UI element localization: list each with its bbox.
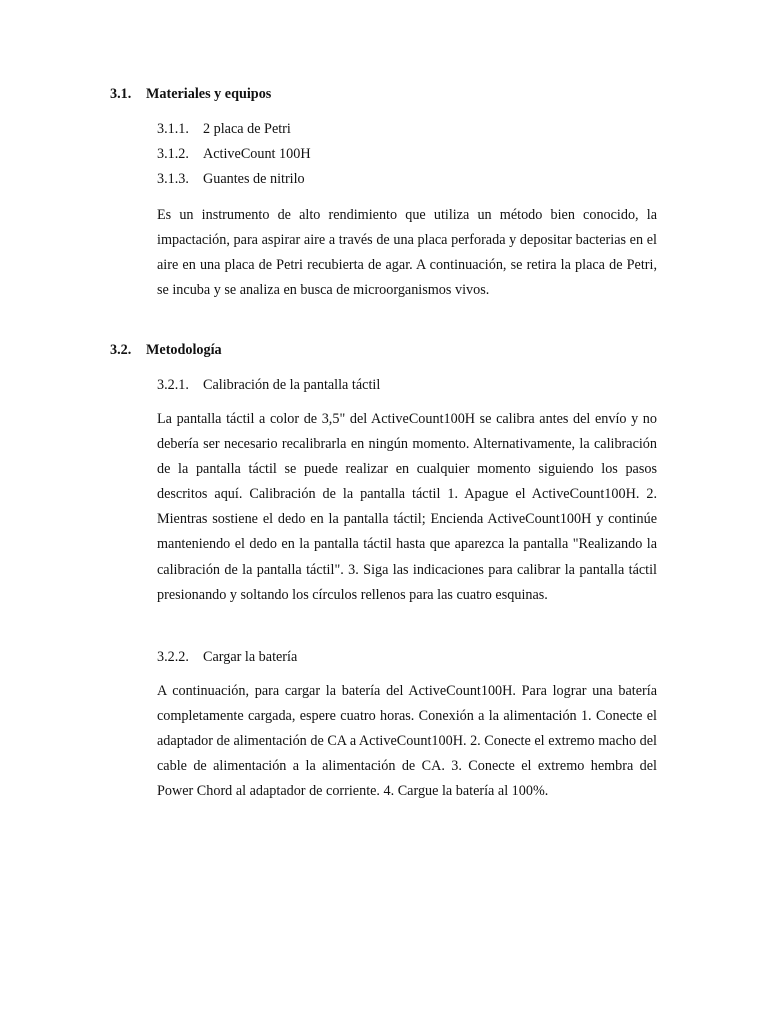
- section-heading-3-2: [110, 342, 222, 359]
- paragraph-calibration: La pantalla táctil a color de 3,5" del ActiveCount100H se calibra antes del envío y no debería ser necesario recalibrarla en ningún momento. Alternativamente, la calibración de la pantalla táctil se puede realizar en cualquier momento siguiendo los pasos descritos aquí. Calibración de la pantalla táctil 1. Apague el ActiveCount100H. 2. Mientras sostiene el dedo en la pantalla táctil; Encienda ActiveCount100H y continúe manteniendo el dedo en la pantalla táctil hasta que aparezca la pantalla "Realizando la calibración de la pantalla táctil". 3. Siga las indicaciones para calibrar la pantalla táctil presionando y soltando los círculos rellenos para las cuatro esquinas.: [157, 411, 657, 603]
- section-heading-3-1: [110, 86, 271, 103]
- section-number: 3.2.: [110, 342, 132, 358]
- item-number: 3.2.2.: [157, 649, 189, 665]
- list-item: [157, 121, 291, 138]
- section-title: Metodología: [146, 342, 222, 358]
- item-number: 3.1.3.: [157, 171, 189, 187]
- item-label: Calibración de la pantalla táctil: [203, 377, 381, 393]
- item-label: Cargar la batería: [203, 649, 298, 665]
- list-item: [157, 146, 311, 163]
- item-label: ActiveCount 100H: [203, 146, 311, 162]
- item-number: 3.2.1.: [157, 377, 189, 393]
- item-label: 2 placa de Petri: [203, 121, 291, 137]
- item-number: 3.1.2.: [157, 146, 189, 162]
- item-label: Guantes de nitrilo: [203, 171, 305, 187]
- paragraph-instrument-description: Es un instrumento de alto rendimiento que utiliza un método bien conocido, la impactación, para aspirar aire a través de una placa perforada y depositar bacterias en el aire en una placa de Petri recubierta de agar. A continuación, se retira la placa de Petri, se incuba y se analiza en busca de microorganismos vivos.: [157, 207, 657, 299]
- paragraph-battery-charging: A continuación, para cargar la batería del ActiveCount100H. Para lograr una batería completamente cargada, espere cuatro horas. Conexión a la alimentación 1. Conecte el adaptador de alimentación de CA a ActiveCount100H. 2. Conecte el extremo macho del cable de alimentación a la alimentación de CA. 3. Conecte el extremo hembra del Power Chord al adaptador de corriente. 4. Cargue la batería al 100%.: [157, 683, 657, 800]
- section-title: Materiales y equipos: [146, 86, 272, 102]
- section-number: 3.1.: [110, 86, 132, 102]
- list-item: [157, 171, 305, 188]
- subsection-heading-3-2-2: [157, 649, 297, 666]
- item-number: 3.1.1.: [157, 121, 189, 137]
- subsection-heading-3-2-1: [157, 377, 380, 394]
